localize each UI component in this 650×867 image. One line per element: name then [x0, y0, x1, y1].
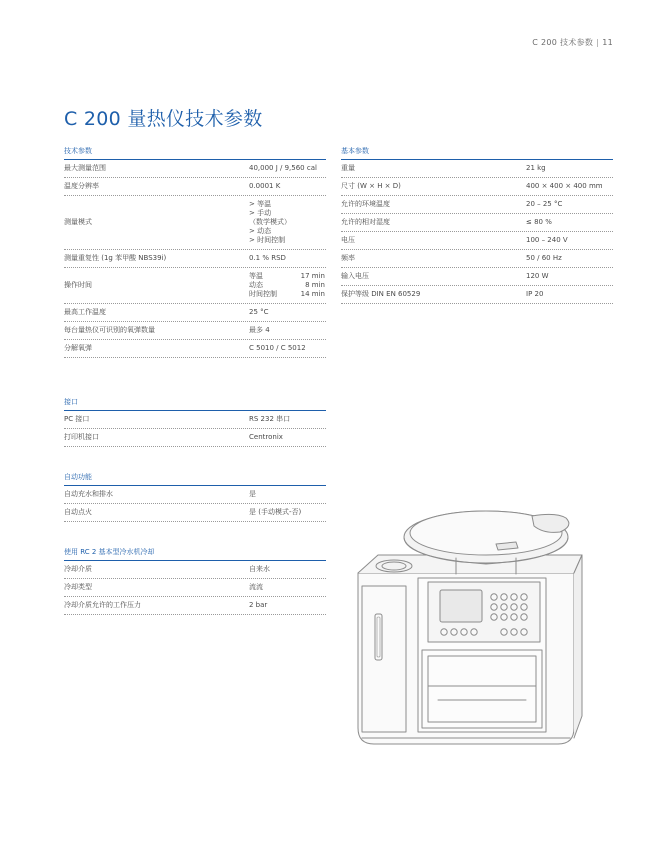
row-value: ≤ 80 %: [526, 218, 552, 226]
timing-mode: 时间控制: [249, 290, 277, 298]
row-value: 40,000 J / 9,560 cal: [249, 164, 317, 172]
row-label: 冷却介质: [64, 565, 92, 573]
row-value: 20 – 25 °C: [526, 200, 563, 208]
row-label: 重量: [341, 164, 355, 172]
row-value: 是: [249, 490, 256, 498]
table-row: [341, 268, 613, 286]
row-label: 测量模式: [64, 218, 92, 226]
row-label: 自动充水和排水: [64, 490, 113, 498]
row-label: 保护等级 DIN EN 60529: [341, 290, 421, 298]
section-heading: 技术参数: [64, 146, 326, 160]
table-row: [341, 232, 613, 250]
mode-line: > 手动: [249, 209, 272, 217]
row-value: Centronix: [249, 433, 283, 441]
row-value: 50 / 60 Hz: [526, 254, 562, 262]
row-label: 电压: [341, 236, 355, 244]
table-row: [341, 286, 613, 304]
row-label: 允许的相对湿度: [341, 218, 390, 226]
row-label: 冷却类型: [64, 583, 92, 591]
timing-mode: 等温: [249, 272, 263, 280]
table-row: [64, 561, 326, 579]
page-title: C 200 量热仪技术参数: [64, 108, 263, 130]
row-label: 分解氧弹: [64, 344, 92, 352]
table-row: [341, 160, 613, 178]
table-row: [341, 250, 613, 268]
row-value: 100 – 240 V: [526, 236, 568, 244]
row-label: 允许的环境温度: [341, 200, 390, 208]
row-label: 打印机接口: [64, 433, 99, 441]
interface-table: [64, 397, 326, 447]
row-value: RS 232 串口: [249, 415, 291, 423]
row-label: 每台量热仪可识别的氧弹数量: [64, 326, 155, 334]
mode-line: （数学模式）: [249, 218, 291, 226]
row-label: 最高工作温度: [64, 308, 106, 316]
cooling-table: [64, 547, 326, 615]
timing-time: 14 min: [300, 290, 325, 298]
mode-line: > 等温: [249, 200, 272, 208]
mode-line: > 动态: [249, 227, 272, 235]
timing-row: [249, 272, 325, 281]
table-row: [64, 411, 326, 429]
timing-time: 17 min: [300, 272, 325, 280]
section-heading: 接口: [64, 397, 326, 411]
row-value: C 5010 / C 5012: [249, 344, 306, 352]
row-value: 是 (手动模式-否): [249, 508, 302, 516]
row-value: 最多 4: [249, 326, 270, 334]
row-label: 操作时间: [64, 281, 92, 289]
timing-row: [249, 281, 325, 290]
table-row: [64, 579, 326, 597]
row-value: 400 × 400 × 400 mm: [526, 182, 603, 190]
row-label: 最大测量范围: [64, 164, 106, 172]
table-row: [64, 304, 326, 322]
table-row: [341, 196, 613, 214]
table-row: [64, 268, 326, 304]
auto-functions-table: [64, 472, 326, 522]
table-row: [341, 178, 613, 196]
timing-row: [249, 290, 325, 299]
row-value: [245, 268, 326, 303]
table-row: [341, 214, 613, 232]
calorimeter-illustration: [346, 500, 596, 765]
table-row: [64, 486, 326, 504]
table-row: [64, 504, 326, 522]
row-label: 自动点火: [64, 508, 92, 516]
tech-specs-table: [64, 146, 326, 358]
timing-mode: 动态: [249, 281, 263, 289]
row-value: 自来水: [249, 565, 270, 573]
section-heading: 基本参数: [341, 146, 613, 160]
table-row: [64, 178, 326, 196]
basic-specs-table: [341, 146, 613, 304]
table-row: [64, 340, 326, 358]
row-value: 25 °C: [249, 308, 269, 316]
row-label: 测量重复性 (1g 苯甲酸 NBS39i): [64, 254, 167, 262]
row-label: 温度分辨率: [64, 182, 99, 190]
table-row: [64, 250, 326, 268]
table-row: [64, 322, 326, 340]
table-row: [64, 160, 326, 178]
row-value: 120 W: [526, 272, 549, 280]
table-row: [64, 196, 326, 250]
row-label: 输入电压: [341, 272, 369, 280]
table-row: [64, 597, 326, 615]
row-label: 冷却介质允许的工作压力: [64, 601, 141, 609]
row-value: 21 kg: [526, 164, 546, 172]
mode-line: > 时间控制: [249, 236, 286, 244]
row-value: 2 bar: [249, 601, 268, 609]
page-header: [532, 37, 613, 48]
header-text: C 200 技术参数: [532, 38, 594, 47]
header-separator: |: [596, 38, 600, 47]
row-label: 尺寸 (W × H × D): [341, 182, 401, 190]
row-value: 0.0001 K: [249, 182, 281, 190]
row-value: [245, 196, 326, 249]
row-label: PC 接口: [64, 415, 90, 423]
page-number: 11: [602, 38, 613, 47]
row-value: 流流: [249, 583, 263, 591]
row-label: 频率: [341, 254, 355, 262]
row-value: 0.1 % RSD: [249, 254, 286, 262]
table-row: [64, 429, 326, 447]
section-heading: 自动功能: [64, 472, 326, 486]
timing-time: 8 min: [305, 281, 325, 289]
row-value: IP 20: [526, 290, 544, 298]
section-heading: 使用 RC 2 基本型冷水机冷却: [64, 547, 326, 561]
